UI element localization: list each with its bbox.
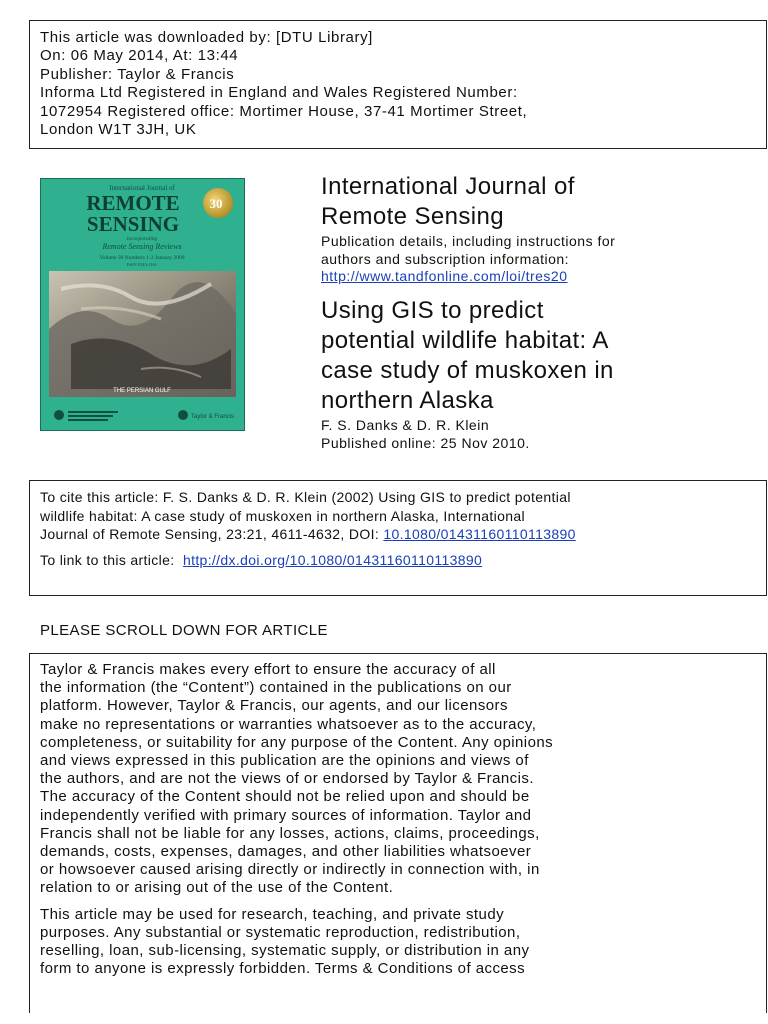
journal-url-link[interactable]: http://www.tandfonline.com/loi/tres20 [321,268,568,284]
disclaimer-box [29,653,767,1013]
disclaimer-line: independently verified with primary sources of information. Taylor and [40,806,532,824]
download-line: London W1T 3JH, UK [40,121,197,139]
disclaimer-line: Taylor & Francis makes every effort to ensure the accuracy of all [40,661,496,678]
scroll-notice: PLEASE SCROLL DOWN FOR ARTICLE [40,622,328,639]
disclaimer-line: reselling, loan, sub-licensing, systematic supply, or distribution in any [40,942,530,960]
disclaimer-line: form to anyone is expressly forbidden. Terms & Conditions of access [40,960,526,978]
download-line: Publisher: Taylor & Francis [40,65,235,83]
journal-title-line: Remote Sensing [321,203,505,230]
publication-details [321,233,751,286]
download-line: 1072954 Registered office: Mortimer House, 37-41 Mortimer Street, [40,102,528,120]
citation-line: wildlife habitat: A case study of muskoxen in northern Alaska, International [40,507,525,524]
disclaimer-line: This article may be used for research, teaching, and private study [40,905,505,923]
article-link-row [40,551,756,570]
journal-title [321,172,751,232]
download-notice [29,20,767,149]
details-line: authors and subscription information: [321,250,570,267]
disclaimer-line: relation to or arising out of the use of the Content. [40,879,394,897]
cover-issn: ISSN 0143-1161 [126,262,158,267]
disclaimer-line: completeness, or suitability for any purpose of the Content. Any opinions [40,733,554,751]
journal-title-line: International Journal of [321,173,575,200]
article-title-line: Using GIS to predict [321,297,544,324]
article-title-line: case study of muskoxen in [321,357,614,384]
download-line: Informa Ltd Registered in England and Wales Registered Number: [40,84,518,102]
article-title-line: northern Alaska [321,387,494,414]
cover-caption: THE PERSIAN GULF [113,388,171,394]
disclaimer-line: or howsoever caused arising directly or indirectly in connection with, in [40,861,540,879]
article-title [321,296,751,416]
journal-cover-image [40,178,245,431]
article-meta [321,417,751,452]
doi-link[interactable]: 10.1080/01431160110113890 [383,526,576,542]
disclaimer-line: purposes. Any substantial or systematic reproduction, redistribution, [40,923,521,941]
disclaimer-line: The accuracy of the Content should not be relied upon and should be [40,788,530,806]
authors: F. S. Danks & D. R. Klein [321,417,490,433]
disclaimer-line: Francis shall not be liable for any losses, actions, claims, proceedings, [40,824,540,842]
citation-line: To cite this article: F. S. Danks & D. R. Klein (2002) Using GIS to predict potential [40,489,571,505]
society-logo-icon [54,410,64,420]
citation-line [40,525,756,544]
cover-title-2: SENSING [86,212,180,236]
download-line: On: 06 May 2014, At: 13:44 [40,47,239,65]
satellite-image-icon [49,271,236,397]
article-title-line: potential wildlife habitat: A [321,327,609,354]
disclaimer-line: platform. However, Taylor & Francis, our agents, and our licensors [40,697,508,715]
disclaimer-line: make no representations or warranties whatsoever as to the accuracy, [40,715,537,733]
cover-subtitle: Remote Sensing Reviews [102,242,182,251]
details-line: Publication details, including instructions for [321,233,616,249]
published-date: Published online: 25 Nov 2010. [321,434,530,451]
citation-box [29,480,767,596]
cover-title-1: REMOTE [86,191,180,215]
cover-badge: 30 [209,196,223,211]
cover-incorporating: incorporating [126,236,158,242]
disclaimer-line: demands, costs, expenses, damages, and other liabilities whatsoever [40,843,532,861]
article-doi-url-link[interactable]: http://dx.doi.org/10.1080/01431160110113890 [182,551,483,568]
link-label: To link to this article: [40,551,175,568]
citation-line-prefix: Journal of Remote Sensing, 23:21, 4611-4632, DOI: [40,526,384,542]
disclaimer-paragraph-2 [40,906,756,979]
disclaimer-line: the information (the “Content”) contained in the publications on our [40,679,512,697]
disclaimer-paragraph-1 [40,661,756,898]
cover-publisher: Taylor & Francis [191,414,235,420]
cover-art [41,179,244,430]
disclaimer-line: the authors, and are not the views of or endorsed by Taylor & Francis. [40,770,534,788]
disclaimer-line: and views expressed in this publication are the opinions and views of [40,752,529,770]
download-line: This article was downloaded by: [DTU Library] [40,29,373,46]
cover-top-line: International Journal of [109,184,175,192]
publisher-logo-icon [178,410,188,420]
cover-volume-line: Volume 30 Numbers 1-2 January 2009 [99,255,185,261]
